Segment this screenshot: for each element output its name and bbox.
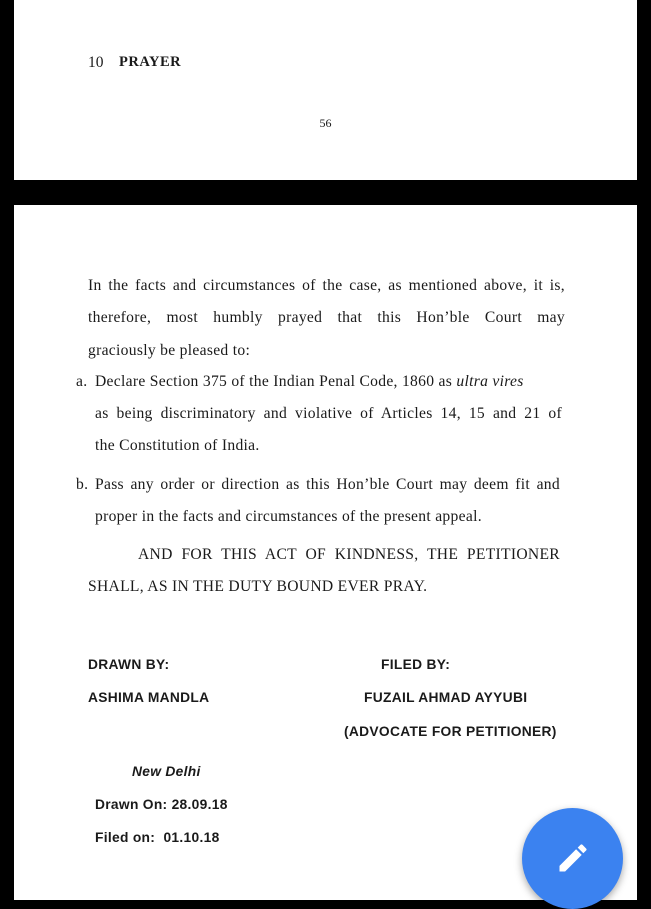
edit-fab-button[interactable] — [522, 808, 623, 909]
document-page-bottom — [14, 205, 637, 900]
prayer-intro-line-1: In the facts and circumstances of the case, as mentioned above, it is, — [88, 277, 565, 294]
latin-term: ultra vires — [456, 373, 524, 390]
section-number: 10 — [88, 54, 104, 71]
place: New Delhi — [132, 764, 201, 779]
page-number: 56 — [319, 116, 332, 130]
prayer-item-a-line-1: Declare Section 375 of the Indian Penal Code, 1860 as ultra vires — [95, 373, 524, 390]
filed-by-label: FILED BY: — [381, 657, 451, 672]
prayer-item-a-line-2: as being discriminatory and violative of Articles 14, 15 and 21 of — [95, 405, 562, 422]
pencil-edit-icon — [555, 840, 591, 876]
prayer-intro-line-3: graciously be pleased to: — [88, 342, 251, 359]
filed-by-role: (ADVOCATE FOR PETITIONER) — [344, 724, 557, 739]
closing-line-1: AND FOR THIS ACT OF KINDNESS, THE PETITIONER — [138, 546, 560, 563]
filed-by-name: FUZAIL AHMAD AYYUBI — [364, 690, 528, 705]
section-title: PRAYER — [119, 54, 182, 70]
filed-on-date: Filed on: 01.10.18 — [95, 830, 220, 845]
prayer-item-b-line-1: Pass any order or direction as this Hon’ble Court may deem fit and — [95, 476, 560, 493]
drawn-by-label: DRAWN BY: — [88, 657, 170, 672]
document-page-top — [14, 0, 637, 180]
prayer-item-b-label: b. — [76, 476, 89, 493]
drawn-by-name: ASHIMA MANDLA — [88, 690, 210, 705]
prayer-intro-line-2: therefore, most humbly prayed that this Hon’ble Court may — [88, 309, 565, 326]
closing-line-2: SHALL, AS IN THE DUTY BOUND EVER PRAY. — [88, 578, 428, 595]
prayer-item-a-label: a. — [76, 373, 88, 390]
prayer-item-a-line-3: the Constitution of India. — [95, 437, 260, 454]
prayer-item-b-line-2: proper in the facts and circumstances of the present appeal. — [95, 508, 482, 525]
drawn-on-date: Drawn On: 28.09.18 — [95, 797, 228, 812]
